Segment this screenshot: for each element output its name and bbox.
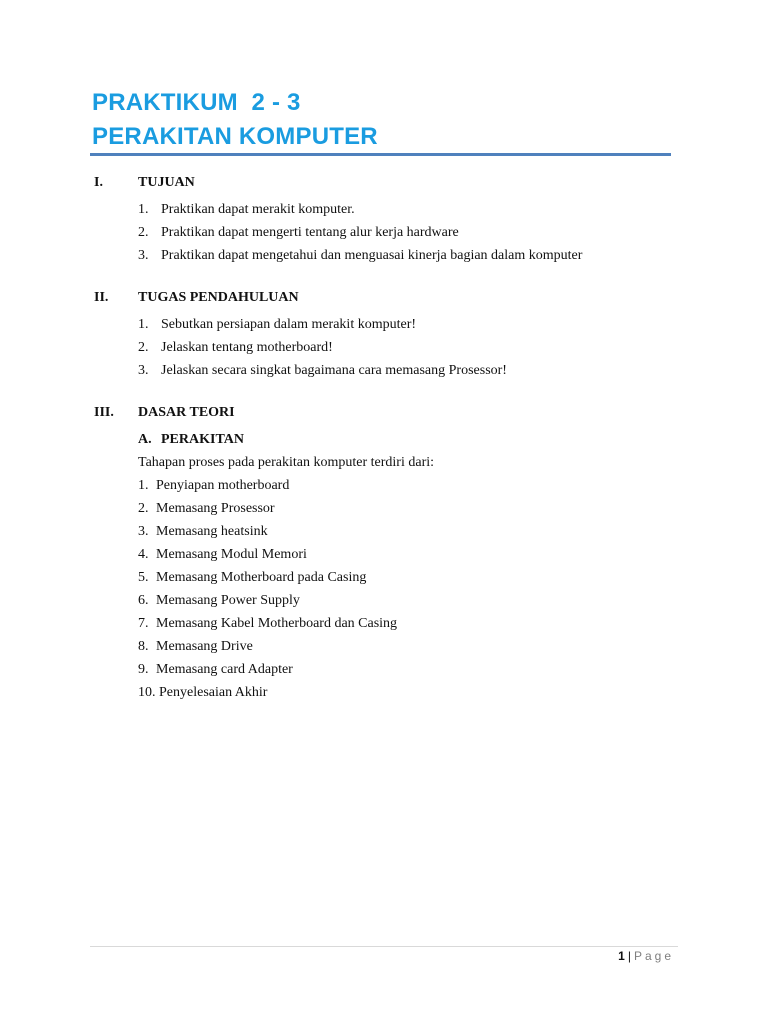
step-item bbox=[0, 612, 768, 635]
section-number: I. bbox=[94, 175, 103, 190]
list-item-number: 2. bbox=[138, 340, 149, 355]
step-text: Memasang Power Supply bbox=[156, 593, 300, 608]
list-item-number: 1. bbox=[138, 202, 149, 217]
document-title bbox=[92, 86, 672, 154]
step-text: Memasang Kabel Motherboard dan Casing bbox=[156, 616, 398, 631]
step-item bbox=[0, 635, 768, 658]
subsection-heading bbox=[0, 428, 768, 451]
step-item bbox=[0, 497, 768, 520]
section-title: TUGAS PENDAHULUAN bbox=[138, 290, 299, 305]
section-dasar-teori bbox=[0, 405, 768, 704]
list-item-text: Jelaskan secara singkat bagaimana cara memasang Prosessor! bbox=[161, 363, 507, 378]
list-item-number: 3. bbox=[138, 248, 149, 263]
step-number: 10. bbox=[138, 685, 156, 700]
list-item-text: Sebutkan persiapan dalam merakit komputer! bbox=[161, 317, 417, 332]
list-item-text: Praktikan dapat mengetahui dan menguasai kinerja bagian dalam komputer bbox=[161, 248, 583, 263]
step-text: Penyelesaian Akhir bbox=[159, 685, 268, 700]
list-item-number: 3. bbox=[138, 363, 149, 378]
step-item bbox=[0, 543, 768, 566]
list-item bbox=[0, 336, 768, 359]
step-text: Memasang Modul Memori bbox=[156, 547, 307, 562]
list-item-text: Praktikan dapat merakit komputer. bbox=[161, 202, 355, 217]
title-line-1: PRAKTIKUM 2 - 3 bbox=[92, 89, 301, 116]
section-tujuan bbox=[0, 175, 768, 267]
list-item bbox=[0, 221, 768, 244]
section-heading bbox=[0, 175, 768, 198]
step-text: Memasang Motherboard pada Casing bbox=[156, 570, 367, 585]
step-item bbox=[0, 566, 768, 589]
section-heading bbox=[0, 405, 768, 428]
list-item-number: 2. bbox=[138, 225, 149, 240]
step-number: 6. bbox=[138, 593, 149, 608]
step-item bbox=[0, 520, 768, 543]
section-title: DASAR TEORI bbox=[138, 405, 235, 420]
list-item bbox=[0, 313, 768, 336]
step-text: Penyiapan motherboard bbox=[156, 478, 290, 493]
footer-divider bbox=[90, 946, 678, 947]
page-separator: | bbox=[627, 949, 631, 963]
title-line-2: PERAKITAN KOMPUTER bbox=[92, 123, 378, 150]
list-item-number: 1. bbox=[138, 317, 149, 332]
step-number: 4. bbox=[138, 547, 149, 562]
title-underline bbox=[90, 153, 671, 156]
list-item bbox=[0, 244, 768, 267]
step-number: 7. bbox=[138, 616, 149, 631]
section-heading bbox=[0, 290, 768, 313]
list-item bbox=[0, 359, 768, 382]
subsection-intro: Tahapan proses pada perakitan komputer terdiri dari: bbox=[138, 455, 435, 470]
step-text: Memasang Prosessor bbox=[156, 501, 275, 516]
step-number: 3. bbox=[138, 524, 149, 539]
section-number: III. bbox=[94, 405, 114, 420]
page-label: Page bbox=[633, 949, 674, 963]
section-tugas-pendahuluan bbox=[0, 290, 768, 382]
step-number: 8. bbox=[138, 639, 149, 654]
step-number: 5. bbox=[138, 570, 149, 585]
step-number: 2. bbox=[138, 501, 149, 516]
page-footer bbox=[618, 948, 674, 964]
subsection-number: A. bbox=[138, 432, 152, 447]
step-item bbox=[0, 474, 768, 497]
step-text: Memasang card Adapter bbox=[156, 662, 293, 677]
step-text: Memasang Drive bbox=[156, 639, 253, 654]
list-item-text: Jelaskan tentang motherboard! bbox=[161, 340, 333, 355]
step-item bbox=[0, 658, 768, 681]
list-item-text: Praktikan dapat mengerti tentang alur kerja hardware bbox=[161, 225, 459, 240]
section-number: II. bbox=[94, 290, 109, 305]
step-text: Memasang heatsink bbox=[156, 524, 268, 539]
subsection-title: PERAKITAN bbox=[161, 432, 244, 447]
step-number: 1. bbox=[138, 478, 149, 493]
step-item bbox=[0, 589, 768, 612]
step-item bbox=[0, 681, 768, 704]
page-number: 1 bbox=[618, 949, 625, 963]
list-item bbox=[0, 198, 768, 221]
section-title: TUJUAN bbox=[138, 175, 195, 190]
step-number: 9. bbox=[138, 662, 149, 677]
